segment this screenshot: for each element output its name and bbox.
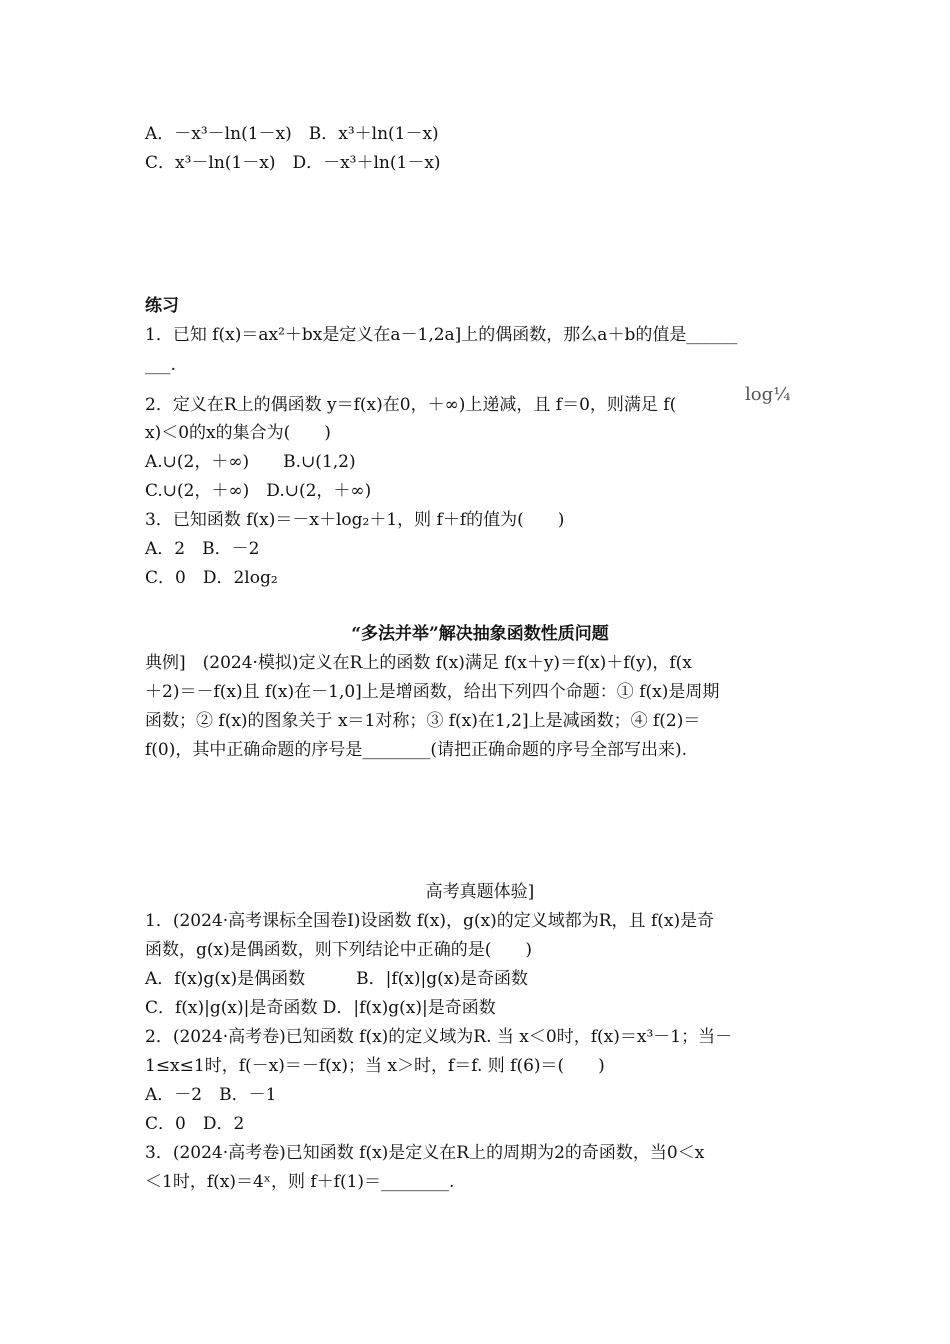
practice-line: C.∪(2，＋∞) D.∪(2，＋∞) [145, 481, 372, 501]
practice-line: 2．定义在R上的偶函数 y＝f(x)在0，＋∞)上递减，且 f＝0，则满足 f( [145, 395, 677, 415]
practice-line: A．2 B．－2 [145, 539, 260, 559]
method-heading: “多法并举”解决抽象函数性质问题 [351, 624, 609, 644]
method-line: f(0)，其中正确命题的序号是________(请把正确命题的序号全部写出来). [145, 740, 688, 760]
exam-line: ＜1时，f(x)＝4ˣ，则 f＋f(1)＝________. [145, 1172, 455, 1192]
exam-line: 函数，g(x)是偶函数，则下列结论中正确的是( ) [145, 940, 532, 960]
log-fragment: log¼ [745, 384, 791, 405]
exam-heading: 高考真题体验] [425, 882, 535, 902]
practice-line: C．0 D．2log₂ [145, 568, 278, 588]
method-line: ＋2)＝－f(x)且 f(x)在－1,0]上是增函数，给出下列四个命题：① f(x)是周期 [145, 682, 720, 702]
exam-line: 1．(2024·高考课标全国卷Ⅰ)设函数 f(x)，g(x)的定义域都为R，且 f(x)是奇 [145, 911, 715, 931]
exam-line: 1≤x≤1时，f(－x)＝－f(x)；当 x＞时，f＝f. 则 f(6)＝( ) [145, 1056, 605, 1076]
exam-line: A．f(x)g(x)是偶函数 B．|f(x)|g(x)是奇函数 [145, 969, 528, 989]
option-line-ab: A．－x³－ln(1－x) B．x³＋ln(1－x) [145, 124, 439, 144]
practice-line: ___. [145, 355, 176, 375]
exam-line: A．－2 B．－1 [145, 1085, 277, 1105]
exam-line: C．0 D．2 [145, 1114, 245, 1134]
practice-line: A.∪(2，＋∞) B.∪(1,2) [145, 452, 356, 472]
option-line-cd: C．x³－ln(1－x) D．－x³＋ln(1－x) [145, 153, 441, 173]
practice-heading: 练习 [145, 296, 179, 316]
practice-line: 1．已知 f(x)＝ax²＋bx是定义在a－1,2a]上的偶函数，那么a＋b的值是______ [145, 325, 738, 345]
exam-line: C．f(x)|g(x)|是奇函数 D．|f(x)g(x)|是奇函数 [145, 998, 496, 1018]
method-line: 函数；② f(x)的图象关于 x＝1对称；③ f(x)在1,2]上是减函数；④ f(2)＝ [145, 711, 701, 731]
practice-line: 3．已知函数 f(x)＝－x＋log₂＋1，则 f＋f的值为( ) [145, 510, 565, 530]
exam-line: 3．(2024·高考卷)已知函数 f(x)是定义在R上的周期为2的奇函数，当0＜x [145, 1143, 705, 1163]
practice-line: x)＜0的x的集合为( ) [145, 423, 331, 443]
exam-line: 2．(2024·高考卷)已知函数 f(x)的定义域为R. 当 x＜0时，f(x)＝x³－1；当－ [145, 1027, 733, 1047]
method-line: 典例] (2024·模拟)定义在R上的函数 f(x)满足 f(x＋y)＝f(x)＋f(y)，f(x [145, 653, 692, 673]
